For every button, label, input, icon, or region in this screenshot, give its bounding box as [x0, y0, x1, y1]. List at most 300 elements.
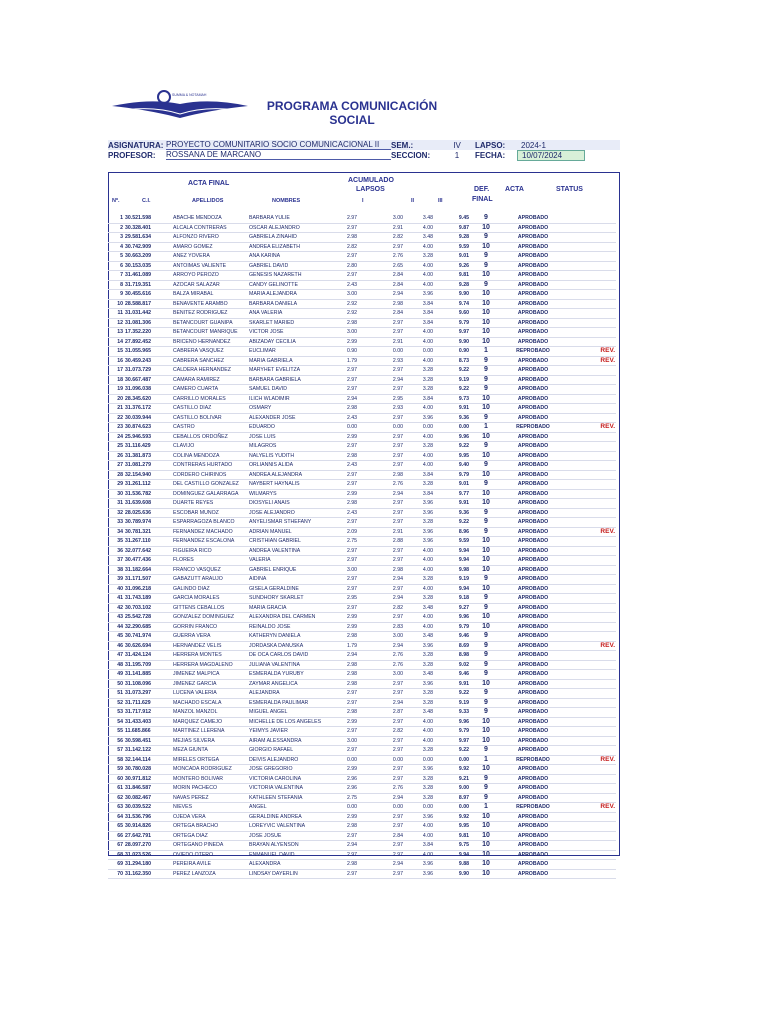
- lapso-1-cell: 0.00: [330, 755, 374, 765]
- lapso-1-cell: 2.92: [330, 309, 374, 319]
- cedula-cell: 31.294.180: [124, 860, 172, 870]
- lapso-1-cell: 2.43: [330, 280, 374, 290]
- cedula-cell: 31.023.526: [124, 850, 172, 860]
- asignatura-label: ASIGNATURA:: [108, 140, 164, 150]
- lapso-2-cell: 2.76: [374, 784, 404, 794]
- rev-flag-cell: [564, 252, 616, 262]
- status-cell: REPROBADO: [502, 755, 564, 765]
- apellidos-cell: MIRELES ORTEGA: [172, 755, 248, 765]
- lapso-1-cell: 2.98: [330, 499, 374, 509]
- def-final-cell: 9.74: [434, 299, 470, 309]
- lapso-3-cell: 3.96: [404, 537, 434, 547]
- row-number-cell: 39: [108, 575, 124, 585]
- rev-flag-cell: [564, 736, 616, 746]
- acta-cell: 10: [470, 831, 502, 841]
- acta-cell: 10: [470, 537, 502, 547]
- nombres-cell: ANA KARINA: [248, 252, 330, 262]
- apellidos-cell: MONCADA RODRIGUEZ: [172, 765, 248, 775]
- acta-cell: 9: [470, 480, 502, 490]
- status-cell: APROBADO: [502, 461, 564, 471]
- row-number-cell: 16: [108, 356, 124, 366]
- table-row: [108, 622, 616, 632]
- cedula-cell: 30.328.401: [124, 223, 172, 233]
- def-final-cell: 9.22: [434, 518, 470, 528]
- lapso-1-cell: 2.99: [330, 432, 374, 442]
- apellidos-cell: CALDERA HERNANDEZ: [172, 366, 248, 376]
- table-row: [108, 660, 616, 670]
- table-row: [108, 518, 616, 528]
- nombres-cell: SKARLET MARIED: [248, 318, 330, 328]
- table-row: [108, 537, 616, 547]
- lapso-3-cell: 3.96: [404, 641, 434, 651]
- def-final-cell: 9.95: [434, 451, 470, 461]
- cedula-cell: 30.703.102: [124, 603, 172, 613]
- lapso-1-cell: 2.98: [330, 451, 374, 461]
- nombres-cell: ANDREA ALEJANDRA: [248, 470, 330, 480]
- status-cell: APROBADO: [502, 708, 564, 718]
- lapso-1-cell: 2.97: [330, 518, 374, 528]
- nombres-cell: MARIA GRACIA: [248, 603, 330, 613]
- status-cell: REPROBADO: [502, 347, 564, 357]
- lapso-2-cell: 2.84: [374, 271, 404, 281]
- row-number-cell: 37: [108, 556, 124, 566]
- lapso-2-cell: 2.97: [374, 774, 404, 784]
- def-final-cell: 9.87: [434, 223, 470, 233]
- lapso-3-cell: 3.48: [404, 670, 434, 680]
- row-number-cell: 23: [108, 423, 124, 433]
- nombres-cell: BARBARA GABRIELA: [248, 375, 330, 385]
- row-number-cell: 52: [108, 698, 124, 708]
- lapso-3-cell: 3.84: [404, 318, 434, 328]
- apellidos-cell: ESPARRAGOZA BLANCO: [172, 518, 248, 528]
- row-number-cell: 26: [108, 451, 124, 461]
- table-row: [108, 404, 616, 414]
- row-number-cell: 22: [108, 413, 124, 423]
- acta-cell: 9: [470, 413, 502, 423]
- row-number-cell: 25: [108, 442, 124, 452]
- status-cell: APROBADO: [502, 404, 564, 414]
- acta-cell: 10: [470, 223, 502, 233]
- cedula-cell: 30.780.028: [124, 765, 172, 775]
- cedula-cell: 31.182.664: [124, 565, 172, 575]
- lapso-2-cell: 2.98: [374, 470, 404, 480]
- row-number-cell: 46: [108, 641, 124, 651]
- acta-cell: 10: [470, 499, 502, 509]
- acta-cell: 9: [470, 214, 502, 223]
- lapso-1-cell: 1.79: [330, 356, 374, 366]
- status-cell: APROBADO: [502, 518, 564, 528]
- apellidos-cell: ESCOBAR MUNOZ: [172, 508, 248, 518]
- lapso-1-cell: 2.98: [330, 318, 374, 328]
- acta-cell: 9: [470, 366, 502, 376]
- lapso-2-cell: 2.97: [374, 812, 404, 822]
- rev-flag-cell: [564, 518, 616, 528]
- row-number-cell: 9: [108, 290, 124, 300]
- rev-flag-cell: [564, 584, 616, 594]
- row-number-cell: 66: [108, 831, 124, 841]
- nombres-cell: MARYHET EVELITZA: [248, 366, 330, 376]
- lapso-2-cell: 2.76: [374, 651, 404, 661]
- acta-cell: 10: [470, 546, 502, 556]
- n-header: Nº.: [112, 198, 120, 204]
- row-number-cell: 21: [108, 404, 124, 414]
- row-number-cell: 69: [108, 860, 124, 870]
- apellidos-cell: GALINDO DIAZ: [172, 584, 248, 594]
- apellidos-cell: MEJIAS SILVERA: [172, 736, 248, 746]
- rev-flag-cell: [564, 271, 616, 281]
- apellidos-cell: DEL CASTILLO GONZALEZ: [172, 480, 248, 490]
- nombres-cell: CRISTHIAN GABRIEL: [248, 537, 330, 547]
- acta-cell: 10: [470, 489, 502, 499]
- lapso-2-cell: 2.97: [374, 499, 404, 509]
- table-row: [108, 869, 616, 879]
- acta-cell: 10: [470, 328, 502, 338]
- rev-flag-cell: [564, 385, 616, 395]
- apellidos-cell: PEREIRA AVILE: [172, 860, 248, 870]
- def-final-cell: 9.91: [434, 679, 470, 689]
- lapso-3-cell: 3.96: [404, 679, 434, 689]
- lapso-label: LAPSO:: [475, 140, 506, 150]
- rev-flag-cell: REV.: [564, 347, 616, 357]
- lapso-3-cell: 0.00: [404, 423, 434, 433]
- nombres-cell: OSCAR ALEJANDRO: [248, 223, 330, 233]
- table-row: [108, 233, 616, 243]
- row-number-cell: 12: [108, 318, 124, 328]
- status-cell: APROBADO: [502, 841, 564, 851]
- status-cell: APROBADO: [502, 812, 564, 822]
- acta-cell: 9: [470, 508, 502, 518]
- rev-flag-cell: [564, 280, 616, 290]
- def-final-cell: 9.22: [434, 442, 470, 452]
- apellidos-cell: MONTERO BOLIVAR: [172, 774, 248, 784]
- rev-flag-cell: [564, 812, 616, 822]
- lapso-3-cell: 3.28: [404, 594, 434, 604]
- seccion-label: SECCION:: [391, 150, 431, 160]
- table-row: [108, 480, 616, 490]
- row-number-cell: 19: [108, 385, 124, 395]
- lapso-2-cell: 2.97: [374, 518, 404, 528]
- def-final-cell: 9.96: [434, 432, 470, 442]
- status-cell: APROBADO: [502, 451, 564, 461]
- acta-cell: 10: [470, 812, 502, 822]
- lapso-3-cell: 3.84: [404, 470, 434, 480]
- acta-cell: 10: [470, 765, 502, 775]
- nombres-cell: GABRIEL DAVID: [248, 261, 330, 271]
- apellidos-cell: DOMINGUEZ GALARRAGA: [172, 489, 248, 499]
- lapso-2-cell: 2.84: [374, 309, 404, 319]
- status-cell: APROBADO: [502, 822, 564, 832]
- lapso-3-cell: 3.84: [404, 309, 434, 319]
- table-row: [108, 594, 616, 604]
- table-row: [108, 822, 616, 832]
- lapso-2-cell: 2.97: [374, 717, 404, 727]
- lapso-3-cell: 0.00: [404, 347, 434, 357]
- status-cell: APROBADO: [502, 860, 564, 870]
- acta-cell: 10: [470, 318, 502, 328]
- table-row: [108, 499, 616, 509]
- rev-flag-cell: [564, 451, 616, 461]
- rev-flag-cell: REV.: [564, 803, 616, 813]
- nombres-cell: ZAYMAR ANGELICA: [248, 679, 330, 689]
- rev-flag-cell: [564, 613, 616, 623]
- row-number-cell: 10: [108, 299, 124, 309]
- row-number-cell: 31: [108, 499, 124, 509]
- def-final-cell: 9.36: [434, 508, 470, 518]
- acta-cell: 9: [470, 575, 502, 585]
- acta-cell: 9: [470, 375, 502, 385]
- row-number-cell: 28: [108, 470, 124, 480]
- apellidos-cell: CASTILLO BOLIVAR: [172, 413, 248, 423]
- lapso-2-cell: 2.94: [374, 575, 404, 585]
- cedula-cell: 30.598.451: [124, 736, 172, 746]
- nombres-cell: AIRAM ALESSANDRA: [248, 736, 330, 746]
- apellidos-cell: BRICENO HERNANDEZ: [172, 337, 248, 347]
- status-cell: APROBADO: [502, 717, 564, 727]
- def-final-cell: 9.90: [434, 869, 470, 879]
- acta-cell: 9: [470, 385, 502, 395]
- acta-cell: 9: [470, 261, 502, 271]
- row-number-cell: 2: [108, 223, 124, 233]
- def-final-cell: 9.22: [434, 689, 470, 699]
- lapso-2-cell: 2.94: [374, 290, 404, 300]
- apellidos-cell: ANTOIMAS VALIENTE: [172, 261, 248, 271]
- lapso-1-cell: 2.97: [330, 214, 374, 223]
- table-row: [108, 442, 616, 452]
- nombres-cell: JOSE JOSUE: [248, 831, 330, 841]
- status-cell: APROBADO: [502, 233, 564, 243]
- rev-flag-cell: [564, 869, 616, 879]
- lapso-3-cell: 3.84: [404, 299, 434, 309]
- lapso-3-cell: 3.28: [404, 689, 434, 699]
- nombres-cell: LINDSAY DAYERLIN: [248, 869, 330, 879]
- acta-cell: 10: [470, 860, 502, 870]
- rev-flag-cell: [564, 651, 616, 661]
- cedula-cell: 31.536.782: [124, 489, 172, 499]
- def-final-cell: 9.36: [434, 413, 470, 423]
- status-cell: APROBADO: [502, 280, 564, 290]
- cedula-cell: 17.352.220: [124, 328, 172, 338]
- acumulado-header: ACUMULADO: [348, 177, 394, 184]
- nombres-cell: JOSE ALEJANDRO: [248, 508, 330, 518]
- table-row: [108, 603, 616, 613]
- status-cell: APROBADO: [502, 242, 564, 252]
- acta-cell: 9: [470, 651, 502, 661]
- lapso-1-cell: 2.97: [330, 831, 374, 841]
- row-number-cell: 42: [108, 603, 124, 613]
- lapso-1-cell: 2.99: [330, 613, 374, 623]
- def-final-cell: 9.79: [434, 470, 470, 480]
- apellidos-cell: MARTINEZ LLERENA: [172, 727, 248, 737]
- cedula-cell: 31.031.442: [124, 309, 172, 319]
- status-cell: APROBADO: [502, 670, 564, 680]
- lapso-2-cell: 2.76: [374, 252, 404, 262]
- lapso-1-cell: 2.97: [330, 727, 374, 737]
- nombres-cell: YEIMYS JAVIER: [248, 727, 330, 737]
- lapso-3-cell: 4.00: [404, 271, 434, 281]
- lapso-2-cell: 2.97: [374, 242, 404, 252]
- def-final-cell: 9.97: [434, 328, 470, 338]
- status-cell: APROBADO: [502, 651, 564, 661]
- status-cell: APROBADO: [502, 527, 564, 537]
- def-final-cell: 0.00: [434, 423, 470, 433]
- nombres-cell: REINALDO JOSE: [248, 622, 330, 632]
- row-number-cell: 60: [108, 774, 124, 784]
- institution-logo: [110, 88, 250, 132]
- cedula-cell: 31.116.429: [124, 442, 172, 452]
- lapso-3-cell: 3.28: [404, 575, 434, 585]
- acta-cell: 10: [470, 822, 502, 832]
- nombres-cell: ENMANUEL DAVID: [248, 850, 330, 860]
- nombres-cell: NAYBERT HAYNALIS: [248, 480, 330, 490]
- table-row: [108, 746, 616, 756]
- rev-flag-cell: [564, 632, 616, 642]
- sem-value: IV: [453, 140, 461, 150]
- lapso-2-cell: 2.97: [374, 850, 404, 860]
- rev-flag-cell: [564, 537, 616, 547]
- status-cell: APROBADO: [502, 641, 564, 651]
- lapso-3-cell: 4.00: [404, 727, 434, 737]
- table-row: [108, 242, 616, 252]
- rev-flag-cell: REV.: [564, 641, 616, 651]
- cedula-cell: 28.025.636: [124, 508, 172, 518]
- status-cell: APROBADO: [502, 546, 564, 556]
- nombres-cell: BARBARA DANIELA: [248, 299, 330, 309]
- apellidos-cell: CONTRERAS HURTADO: [172, 461, 248, 471]
- row-number-cell: 68: [108, 850, 124, 860]
- lapso-3-cell: 3.96: [404, 860, 434, 870]
- table-row: [108, 850, 616, 860]
- apellidos-cell: MARQUEZ CAMEJO: [172, 717, 248, 727]
- rev-flag-cell: [564, 394, 616, 404]
- nombres-cell: WILMARYS: [248, 489, 330, 499]
- def-final-cell: 9.01: [434, 480, 470, 490]
- row-number-cell: 33: [108, 518, 124, 528]
- lapso-2-cell: 2.97: [374, 736, 404, 746]
- cedula-cell: 31.433.403: [124, 717, 172, 727]
- status-cell: APROBADO: [502, 252, 564, 262]
- lapso-1-cell: 0.00: [330, 803, 374, 813]
- lapso-1-cell: 2.97: [330, 603, 374, 613]
- lapso-2-cell: 2.93: [374, 356, 404, 366]
- lapso-2-cell: 2.76: [374, 480, 404, 490]
- rev-flag-cell: REV.: [564, 527, 616, 537]
- rev-flag-cell: [564, 727, 616, 737]
- cedula-cell: 30.039.944: [124, 413, 172, 423]
- row-number-cell: 54: [108, 717, 124, 727]
- lapso-2-cell: 2.94: [374, 489, 404, 499]
- lapso-2-cell: 2.94: [374, 594, 404, 604]
- status-cell: APROBADO: [502, 784, 564, 794]
- table-row: [108, 727, 616, 737]
- lapso-3-cell: 3.28: [404, 660, 434, 670]
- row-number-cell: 8: [108, 280, 124, 290]
- table-row: [108, 584, 616, 594]
- cedula-cell: 28.345.620: [124, 394, 172, 404]
- lapso-1-cell: 2.97: [330, 480, 374, 490]
- apellidos-cell: BETANCOURT GUANIPA: [172, 318, 248, 328]
- def-final-cell: 9.26: [434, 261, 470, 271]
- cedula-cell: 27.642.791: [124, 831, 172, 841]
- apellidos-cell: CAMERO CUARTA: [172, 385, 248, 395]
- lapso-1-cell: 2.99: [330, 812, 374, 822]
- lapso-1-cell: 2.97: [330, 869, 374, 879]
- lapso-1-cell: 2.97: [330, 385, 374, 395]
- lapso-3-cell: 4.00: [404, 546, 434, 556]
- lapso-2-cell: 2.84: [374, 831, 404, 841]
- def-final-cell: 9.81: [434, 271, 470, 281]
- table-row: [108, 280, 616, 290]
- rev-flag-cell: [564, 822, 616, 832]
- acta-cell: 1: [470, 755, 502, 765]
- lapso-1-cell: 2.94: [330, 651, 374, 661]
- rev-flag-cell: [564, 784, 616, 794]
- lapso-3-cell: 3.28: [404, 518, 434, 528]
- lapso-3-cell: 4.00: [404, 850, 434, 860]
- row-number-cell: 18: [108, 375, 124, 385]
- cedula-cell: 32.144.114: [124, 755, 172, 765]
- lapso-3-cell: 3.84: [404, 394, 434, 404]
- cedula-cell: 31.073.297: [124, 689, 172, 699]
- fecha-label: FECHA:: [475, 150, 506, 160]
- cedula-cell: 30.971.812: [124, 774, 172, 784]
- row-number-cell: 35: [108, 537, 124, 547]
- lapso-1-cell: 2.97: [330, 698, 374, 708]
- table-row: [108, 736, 616, 746]
- apellidos-cell: ALFONZO RIVERO: [172, 233, 248, 243]
- row-number-cell: 3: [108, 233, 124, 243]
- status-cell: REPROBADO: [502, 803, 564, 813]
- lapso-2-cell: 2.82: [374, 727, 404, 737]
- cedula-cell: 31.424.124: [124, 651, 172, 661]
- table-row: [108, 413, 616, 423]
- nombres-cell: EDUARDO: [248, 423, 330, 433]
- acta-cell: 9: [470, 518, 502, 528]
- table-row: [108, 214, 616, 223]
- lapso-3-cell: 4.00: [404, 337, 434, 347]
- row-number-cell: 51: [108, 689, 124, 699]
- nombres-cell: LOREYVIC VALENTINA: [248, 822, 330, 832]
- status-cell: APROBADO: [502, 603, 564, 613]
- nombres-cell: VICTORIA VALENTINA: [248, 784, 330, 794]
- nombres-cell: SUNDHORY SKARLET: [248, 594, 330, 604]
- row-number-cell: 50: [108, 679, 124, 689]
- acta-cell: 10: [470, 299, 502, 309]
- row-number-cell: 34: [108, 527, 124, 537]
- nombres-cell: ANDREA VALENTINA: [248, 546, 330, 556]
- apellidos-cell: ALCALA CONTRERAS: [172, 223, 248, 233]
- cedula-cell: 30.663.209: [124, 252, 172, 262]
- lapso-2-cell: 2.97: [374, 841, 404, 851]
- cedula-cell: 30.039.522: [124, 803, 172, 813]
- apellidos-cell: DUARTE REYES: [172, 499, 248, 509]
- lapso-2-cell: 2.97: [374, 556, 404, 566]
- rev-flag-cell: [564, 442, 616, 452]
- apellidos-cell: ABACHE MENDOZA: [172, 214, 248, 223]
- lapso-3-cell: 4.00: [404, 717, 434, 727]
- acta-cell: 9: [470, 252, 502, 262]
- table-row: [108, 679, 616, 689]
- table-row: [108, 271, 616, 281]
- row-number-cell: 58: [108, 755, 124, 765]
- def-final-cell: 9.94: [434, 546, 470, 556]
- status-cell: APROBADO: [502, 432, 564, 442]
- nombres-cell: JOSE GREGORIO: [248, 765, 330, 775]
- nombres-cell: DIOSYELI ANAIS: [248, 499, 330, 509]
- cedula-cell: 30.626.694: [124, 641, 172, 651]
- def-final-cell: 9.79: [434, 622, 470, 632]
- status-cell: APROBADO: [502, 746, 564, 756]
- status-cell: APROBADO: [502, 385, 564, 395]
